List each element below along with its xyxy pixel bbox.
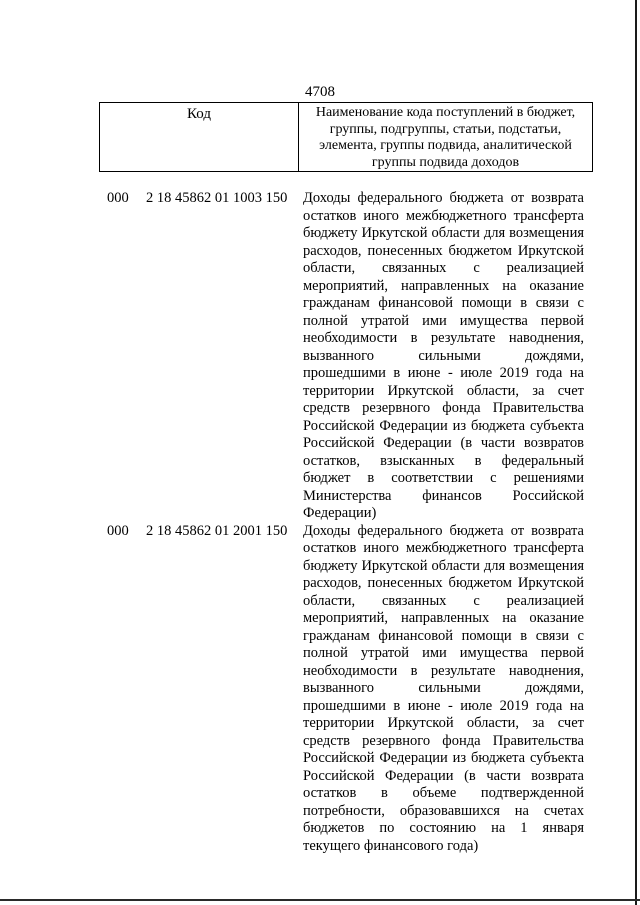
admin-code: 000 — [107, 190, 129, 206]
income-code: 2 18 45862 01 1003 150 — [146, 190, 288, 206]
admin-code: 000 — [107, 522, 129, 539]
row-description: Доходы федерального бюджета от возврата остатков иного межбюджетного трансферта бюджету Иркутской области для возмещения расходов, понесенных бюджетом Иркутской области, связанных с реализацией мероприятий, направленных на оказание гражданам финансовой помощи в связи с полной утратой ими имущества первой необходимости в результате наводнения, вызванного сильными дождями, прошедшими в июне - июле 2019 года на территории Иркутской области, за счет средств резервного фонда Правительства Российской Федерации из бюджета субъекта Российской Федерации (в части возврата остатков в объеме подтвержденной потребности, образовавшихся на счетах бюджетов по состоянию на 1 января текущего финансового года) — [303, 522, 584, 854]
page-number: 4708 — [305, 84, 335, 100]
header-code-cell: Код — [100, 103, 299, 171]
table-row — [0, 523, 640, 856]
scan-edge-bottom — [0, 899, 640, 901]
row-description: Доходы федерального бюджета от возврата остатков иного межбюджетного трансферта бюджету Иркутской области для возмещения расходов, понесенных бюджетом Иркутской области, связанных с реализацией мероприятий, направленных на оказание гражданам финансовой помощи в связи с полной утратой ими имущества первой необходимости в результате наводнения, вызванного сильными дождями, прошедшими в июне - июле 2019 года на территории Иркутской области, за счет средств резервного фонда Правительства Российской Федерации из бюджета субъекта Российской Федерации (в части возвратов остатков, взысканных в федеральный бюджет в соответствии с решениями Министерства финансов Российской Федерации) — [303, 190, 584, 521]
income-code: 2 18 45862 01 2001 150 — [146, 522, 288, 539]
table-header — [99, 102, 593, 172]
header-name-cell: Наименование кода поступлений в бюджет, группы, подгруппы, статьи, подстатьи, элемента, группы подвида, аналитической группы подвида доходов — [315, 105, 576, 170]
table-body — [0, 190, 640, 855]
table-row — [0, 190, 640, 523]
